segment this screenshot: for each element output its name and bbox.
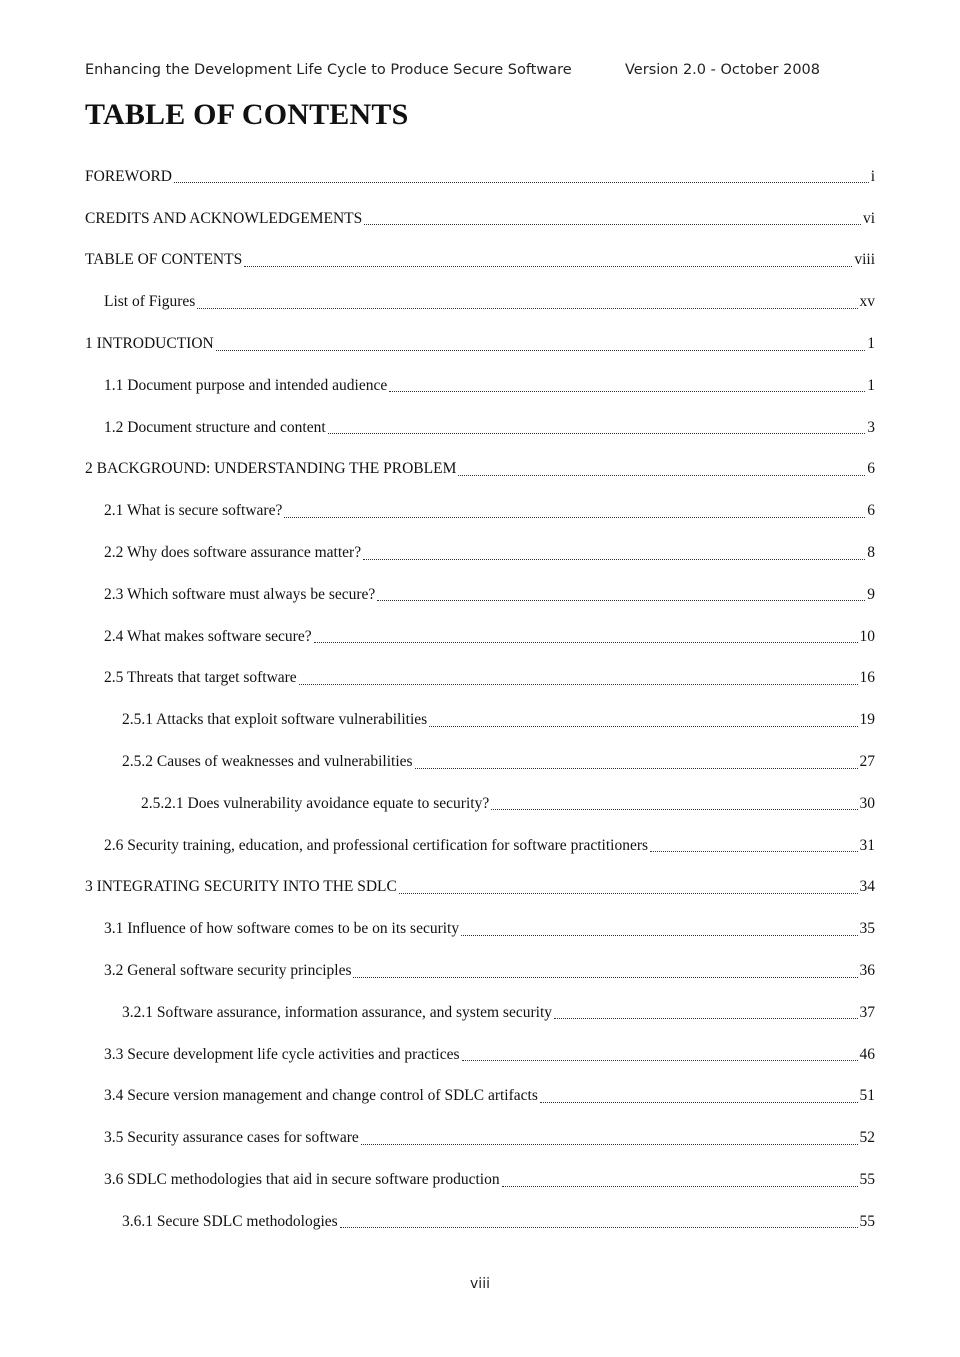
toc-dot-leader <box>174 182 869 183</box>
toc-entry[interactable] <box>85 867 875 909</box>
toc-dot-leader <box>462 1060 858 1061</box>
toc-entry-label: 3.3 Secure development life cycle activities and practices <box>104 1045 460 1063</box>
toc-entry-label: FOREWORD <box>85 167 172 185</box>
toc-entry-label: 2 BACKGROUND: UNDERSTANDING THE PROBLEM <box>85 460 457 478</box>
toc-entry-label: 3.6 SDLC methodologies that aid in secure software production <box>104 1171 500 1189</box>
toc-dot-leader <box>429 726 857 727</box>
toc-entry-page: 36 <box>859 962 875 980</box>
toc-entry[interactable] <box>85 1034 875 1076</box>
toc-entry-label: 1 INTRODUCTION <box>85 335 214 353</box>
toc-entry-label: 2.4 What makes software secure? <box>104 627 312 645</box>
toc-entry[interactable] <box>85 365 875 407</box>
toc-entry[interactable] <box>85 1201 875 1243</box>
toc-entry-label: CREDITS AND ACKNOWLEDGEMENTS <box>85 209 363 227</box>
toc-entry-page: 27 <box>859 753 875 771</box>
toc-entry-label: 2.6 Security training, education, and professional certification for software practitioners <box>104 836 649 854</box>
toc-entry-label: TABLE OF CONTENTS <box>85 251 243 269</box>
toc-entry[interactable] <box>85 1117 875 1159</box>
header-version: Version 2.0 - October 2008 <box>625 62 820 78</box>
toc-dot-leader <box>340 1227 858 1228</box>
toc-dot-leader <box>197 308 857 309</box>
toc-entry-page: 1 <box>867 335 875 353</box>
toc-entry-label: 2.5.2.1 Does vulnerability avoidance equate to security? <box>141 794 490 812</box>
toc-entry[interactable] <box>85 323 875 365</box>
toc-dot-leader <box>458 475 865 476</box>
toc-dot-leader <box>389 391 865 392</box>
toc-dot-leader <box>314 642 858 643</box>
toc-entry-page: 34 <box>859 878 875 896</box>
toc-dot-leader <box>328 433 866 434</box>
toc-entry-page: 3 <box>867 418 875 436</box>
toc-entry-label: 1.1 Document purpose and intended audience <box>104 376 388 394</box>
toc-entry[interactable] <box>85 783 875 825</box>
toc-entry-label: 3.5 Security assurance cases for software <box>104 1129 359 1147</box>
toc-dot-leader <box>299 684 858 685</box>
toc-dot-leader <box>377 600 865 601</box>
toc-entry-label: 3 INTEGRATING SECURITY INTO THE SDLC <box>85 878 397 896</box>
toc-dot-leader <box>554 1018 858 1019</box>
toc-entry[interactable] <box>85 908 875 950</box>
toc-list <box>85 156 875 1243</box>
toc-dot-leader <box>216 350 866 351</box>
toc-entry[interactable] <box>85 950 875 992</box>
toc-entry[interactable] <box>85 825 875 867</box>
toc-entry[interactable] <box>85 699 875 741</box>
toc-entry-label: 3.4 Secure version management and change control of SDLC artifacts <box>104 1087 538 1105</box>
toc-entry[interactable] <box>85 240 875 282</box>
toc-entry-page: 35 <box>859 920 875 938</box>
toc-entry-page: 30 <box>859 794 875 812</box>
toc-entry-page: 52 <box>859 1129 875 1147</box>
toc-entry[interactable] <box>85 532 875 574</box>
toc-dot-leader <box>650 851 857 852</box>
toc-dot-leader <box>415 768 858 769</box>
toc-entry-label: 2.3 Which software must always be secure? <box>104 585 376 603</box>
toc-dot-leader <box>353 977 857 978</box>
toc-entry[interactable] <box>85 198 875 240</box>
toc-entry-label: 3.2 General software security principles <box>104 962 352 980</box>
toc-entry[interactable] <box>85 574 875 616</box>
toc-entry-page: 6 <box>867 460 875 478</box>
toc-entry-page: 31 <box>859 836 875 854</box>
toc-dot-leader <box>461 935 857 936</box>
toc-entry-label: 3.1 Influence of how software comes to be on its security <box>104 920 460 938</box>
toc-entry-page: 55 <box>859 1212 875 1230</box>
toc-entry-label: 2.1 What is secure software? <box>104 502 283 520</box>
toc-entry[interactable] <box>85 407 875 449</box>
toc-entry-label: 1.2 Document structure and content <box>104 418 326 436</box>
toc-entry-page: 1 <box>867 376 875 394</box>
toc-entry[interactable] <box>85 1076 875 1118</box>
toc-entry-page: 55 <box>859 1171 875 1189</box>
toc-entry-page: 8 <box>867 544 875 562</box>
toc-entry-page: i <box>870 167 875 185</box>
toc-entry-label: 3.6.1 Secure SDLC methodologies <box>122 1212 338 1230</box>
toc-entry-label: 3.2.1 Software assurance, information assurance, and system security <box>122 1003 552 1021</box>
toc-entry[interactable] <box>85 741 875 783</box>
toc-entry-page: 37 <box>859 1003 875 1021</box>
toc-dot-leader <box>399 893 858 894</box>
toc-entry-page: viii <box>854 251 875 269</box>
toc-entry-page: xv <box>859 293 875 311</box>
toc-entry-page: 9 <box>867 585 875 603</box>
toc-entry[interactable] <box>85 1159 875 1201</box>
toc-entry-page: 16 <box>859 669 875 687</box>
toc-entry[interactable] <box>85 156 875 198</box>
page-title: TABLE OF CONTENTS <box>85 98 409 131</box>
toc-entry-page: 6 <box>867 502 875 520</box>
running-header <box>85 62 820 78</box>
toc-entry-page: 46 <box>859 1045 875 1063</box>
toc-entry-page: 19 <box>859 711 875 729</box>
toc-dot-leader <box>502 1186 858 1187</box>
header-document-title: Enhancing the Development Life Cycle to Produce Secure Software <box>85 62 572 78</box>
toc-entry[interactable] <box>85 281 875 323</box>
toc-entry-page: vi <box>862 209 875 227</box>
toc-dot-leader <box>364 224 861 225</box>
toc-entry[interactable] <box>85 449 875 491</box>
toc-entry-page: 10 <box>859 627 875 645</box>
toc-dot-leader <box>361 1144 858 1145</box>
toc-entry[interactable] <box>85 658 875 700</box>
toc-dot-leader <box>284 517 865 518</box>
toc-entry-page: 51 <box>859 1087 875 1105</box>
toc-entry[interactable] <box>85 616 875 658</box>
toc-dot-leader <box>540 1102 858 1103</box>
toc-entry[interactable] <box>85 490 875 532</box>
toc-entry-label: 2.2 Why does software assurance matter? <box>104 544 362 562</box>
toc-entry-label: List of Figures <box>104 293 196 311</box>
toc-entry-label: 2.5 Threats that target software <box>104 669 297 687</box>
toc-dot-leader <box>363 559 865 560</box>
toc-entry-label: 2.5.1 Attacks that exploit software vulnerabilities <box>122 711 428 729</box>
page-number: viii <box>470 1276 490 1292</box>
toc-dot-leader <box>244 266 852 267</box>
toc-entry-label: 2.5.2 Causes of weaknesses and vulnerabilities <box>122 753 413 771</box>
toc-dot-leader <box>491 809 857 810</box>
toc-entry[interactable] <box>85 992 875 1034</box>
